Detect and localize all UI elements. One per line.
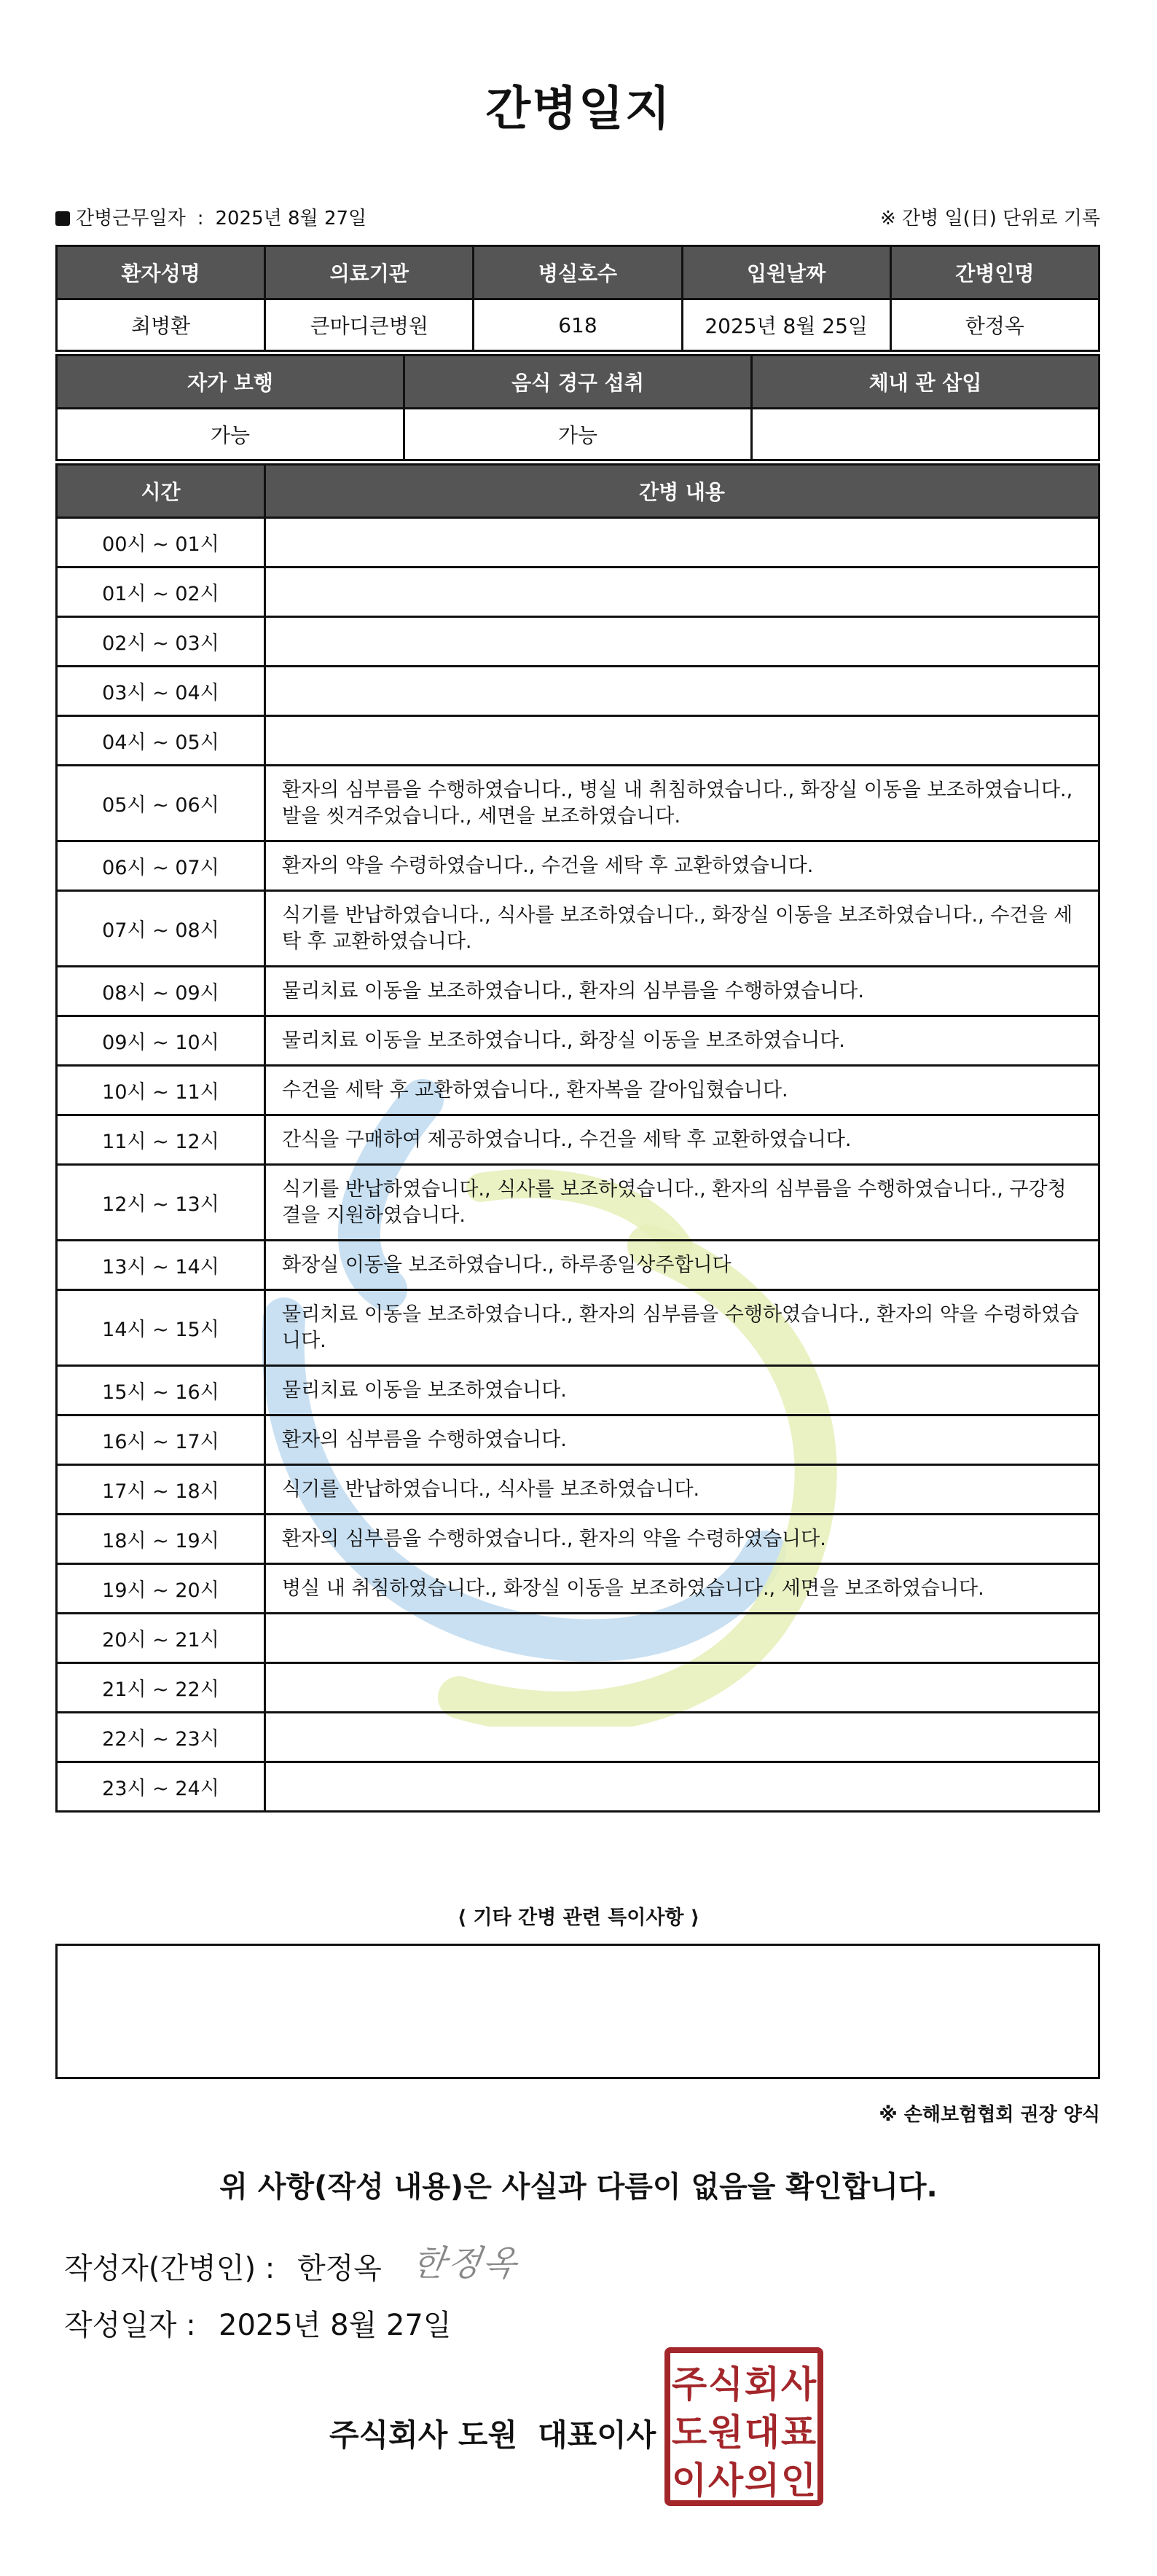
log-time: 18시 ~ 19시 xyxy=(57,1515,265,1564)
svg-text:식: 식 xyxy=(707,2363,744,2406)
log-content: 간식을 구매하여 제공하였습니다., 수건을 세탁 후 교환하였습니다. xyxy=(265,1115,1099,1165)
square-bullet-icon xyxy=(55,211,70,226)
header-caregiver-name: 간병인명 xyxy=(890,246,1099,299)
written-date-label: 작성일자 : xyxy=(64,2309,196,2342)
log-time: 00시 ~ 01시 xyxy=(57,518,265,568)
hospital-name: 큰마디큰병원 xyxy=(265,299,474,351)
log-content: 물리치료 이동을 보조하였습니다., 환자의 심부름을 수행하였습니다., 환자의 약을 수령하였습니다. xyxy=(265,1290,1099,1366)
log-content: 식기를 반납하였습니다., 식사를 보조하였습니다., 환자의 심부름을 수행하였습니다., 구강청결을 지원하였습니다. xyxy=(265,1165,1099,1241)
header-care-content: 간병 내용 xyxy=(265,465,1099,518)
header-oral-intake: 음식 경구 섭취 xyxy=(404,356,752,409)
work-date xyxy=(55,205,366,232)
svg-text:의: 의 xyxy=(744,2459,780,2502)
work-date-label: 간병근무일자 xyxy=(76,208,186,229)
log-content: 식기를 반납하였습니다., 식사를 보조하였습니다. xyxy=(265,1465,1099,1515)
log-content: 식기를 반납하였습니다., 식사를 보조하였습니다., 화장실 이동을 보조하였습니다., 수건을 세탁 후 교환하였습니다. xyxy=(265,891,1099,967)
company-seal-stamp xyxy=(663,2346,825,2508)
header-admission-date: 입원날짜 xyxy=(682,246,890,299)
header-self-walking: 자가 보행 xyxy=(57,356,404,409)
record-note: ※ 간병 일(日) 단위로 기록 xyxy=(879,208,1100,229)
svg-text:회: 회 xyxy=(744,2363,780,2406)
log-time: 01시 ~ 02시 xyxy=(57,568,265,617)
writer-row xyxy=(64,2245,382,2287)
header-tube-insertion: 체내 관 삽입 xyxy=(752,356,1099,409)
log-row xyxy=(57,1415,1099,1465)
log-content xyxy=(265,667,1099,716)
log-content: 환자의 심부름을 수행하였습니다., 병실 내 취침하였습니다., 화장실 이동을 보조하였습니다., 발을 씻겨주었습니다., 세면을 보조하였습니다. xyxy=(265,766,1099,841)
log-row xyxy=(57,891,1099,967)
room-number: 618 xyxy=(474,299,682,351)
log-time: 04시 ~ 05시 xyxy=(57,716,265,766)
log-content: 물리치료 이동을 보조하였습니다., 화장실 이동을 보조하였습니다. xyxy=(265,1016,1099,1066)
log-content: 환자의 심부름을 수행하였습니다. xyxy=(265,1415,1099,1465)
self-walking-value: 가능 xyxy=(57,409,404,460)
log-row xyxy=(57,1614,1099,1663)
handwritten-signature: 한정옥 xyxy=(409,2243,521,2284)
svg-text:표: 표 xyxy=(780,2411,817,2454)
log-row xyxy=(57,1066,1099,1115)
log-row xyxy=(57,617,1099,667)
log-time: 22시 ~ 23시 xyxy=(57,1713,265,1762)
log-time: 11시 ~ 12시 xyxy=(57,1115,265,1165)
recommend-note: ※ 손해보험협회 권장 양식 xyxy=(879,2104,1100,2126)
log-content: 환자의 약을 수령하였습니다., 수건을 세탁 후 교환하였습니다. xyxy=(265,841,1099,891)
svg-text:이: 이 xyxy=(671,2459,707,2502)
log-content xyxy=(265,1762,1099,1812)
log-content xyxy=(265,568,1099,617)
log-row xyxy=(57,1713,1099,1762)
company-name: 주식회사 도원 xyxy=(329,2417,518,2453)
patient-condition-table xyxy=(55,354,1100,461)
svg-text:도: 도 xyxy=(671,2411,707,2454)
company-signature xyxy=(329,2411,656,2455)
log-time: 03시 ~ 04시 xyxy=(57,667,265,716)
log-time: 10시 ~ 11시 xyxy=(57,1066,265,1115)
log-time: 21시 ~ 22시 xyxy=(57,1663,265,1713)
log-content xyxy=(265,716,1099,766)
log-row xyxy=(57,1515,1099,1564)
log-content: 수건을 세탁 후 교환하였습니다., 환자복을 갈아입혔습니다. xyxy=(265,1066,1099,1115)
log-time: 08시 ~ 09시 xyxy=(57,967,265,1016)
log-row xyxy=(57,1290,1099,1366)
oral-intake-value: 가능 xyxy=(404,409,752,460)
log-row xyxy=(57,967,1099,1016)
log-row xyxy=(57,716,1099,766)
svg-text:주: 주 xyxy=(671,2363,707,2406)
log-row xyxy=(57,667,1099,716)
ceo-title: 대표이사 xyxy=(538,2417,656,2453)
care-log-table xyxy=(55,463,1100,1813)
log-row xyxy=(57,1465,1099,1515)
log-row xyxy=(57,1762,1099,1812)
log-content: 물리치료 이동을 보조하였습니다. xyxy=(265,1366,1099,1415)
log-time: 17시 ~ 18시 xyxy=(57,1465,265,1515)
log-content xyxy=(265,1663,1099,1713)
header-patient-name: 환자성명 xyxy=(57,246,265,299)
svg-text:사: 사 xyxy=(707,2459,744,2502)
writer-label: 작성자(간병인) : xyxy=(64,2252,275,2285)
work-date-value: 2025년 8월 27일 xyxy=(215,208,367,229)
admission-date: 2025년 8월 25일 xyxy=(682,299,890,351)
log-row xyxy=(57,1165,1099,1241)
log-content xyxy=(265,518,1099,568)
log-time: 20시 ~ 21시 xyxy=(57,1614,265,1663)
log-content: 물리치료 이동을 보조하였습니다., 환자의 심부름을 수행하였습니다. xyxy=(265,967,1099,1016)
svg-text:대: 대 xyxy=(744,2411,780,2454)
patient-info-table xyxy=(55,245,1100,352)
log-row xyxy=(57,1016,1099,1066)
log-content: 병실 내 취침하였습니다., 화장실 이동을 보조하였습니다., 세면을 보조하였습니다. xyxy=(265,1564,1099,1614)
log-content xyxy=(265,617,1099,667)
log-time: 16시 ~ 17시 xyxy=(57,1415,265,1465)
svg-text:사: 사 xyxy=(780,2363,817,2406)
svg-text:인: 인 xyxy=(780,2459,817,2502)
tube-insertion-value xyxy=(752,409,1099,460)
patient-name: 최병환 xyxy=(57,299,265,351)
special-notes-box xyxy=(55,1944,1100,2079)
log-row xyxy=(57,841,1099,891)
header-hospital: 의료기관 xyxy=(265,246,474,299)
confirmation-statement: 위 사항(작성 내용)은 사실과 다름이 없음을 확인합니다. xyxy=(219,2170,938,2204)
log-row xyxy=(57,1564,1099,1614)
page-title: 간병일지 xyxy=(485,82,672,136)
header-time: 시간 xyxy=(57,465,265,518)
log-row xyxy=(57,1663,1099,1713)
svg-text:원: 원 xyxy=(707,2411,744,2454)
log-time: 14시 ~ 15시 xyxy=(57,1290,265,1366)
log-time: 23시 ~ 24시 xyxy=(57,1762,265,1812)
log-time: 15시 ~ 16시 xyxy=(57,1366,265,1415)
log-time: 07시 ~ 08시 xyxy=(57,891,265,967)
log-content xyxy=(265,1713,1099,1762)
log-time: 06시 ~ 07시 xyxy=(57,841,265,891)
log-row xyxy=(57,1366,1099,1415)
log-content xyxy=(265,1614,1099,1663)
meta-row xyxy=(55,205,1100,232)
log-row xyxy=(57,766,1099,841)
log-time: 19시 ~ 20시 xyxy=(57,1564,265,1614)
log-time: 09시 ~ 10시 xyxy=(57,1016,265,1066)
work-date-separator: : xyxy=(197,208,204,229)
writer-name: 한정옥 xyxy=(297,2252,382,2285)
header-room-number: 병실호수 xyxy=(474,246,682,299)
written-date-row xyxy=(64,2302,452,2344)
caregiver-name: 한정옥 xyxy=(890,299,1099,351)
log-row xyxy=(57,1115,1099,1165)
special-notes-label: ⟨ 기타 간병 관련 특이사항 ⟩ xyxy=(457,1907,700,1929)
log-row xyxy=(57,518,1099,568)
written-date-value: 2025년 8월 27일 xyxy=(219,2309,452,2342)
log-content: 화장실 이동을 보조하였습니다., 하루종일상주합니다 xyxy=(265,1241,1099,1290)
log-time: 12시 ~ 13시 xyxy=(57,1165,265,1241)
log-content: 환자의 심부름을 수행하였습니다., 환자의 약을 수령하였습니다. xyxy=(265,1515,1099,1564)
log-time: 02시 ~ 03시 xyxy=(57,617,265,667)
log-row xyxy=(57,568,1099,617)
log-time: 05시 ~ 06시 xyxy=(57,766,265,841)
log-time: 13시 ~ 14시 xyxy=(57,1241,265,1290)
log-row xyxy=(57,1241,1099,1290)
